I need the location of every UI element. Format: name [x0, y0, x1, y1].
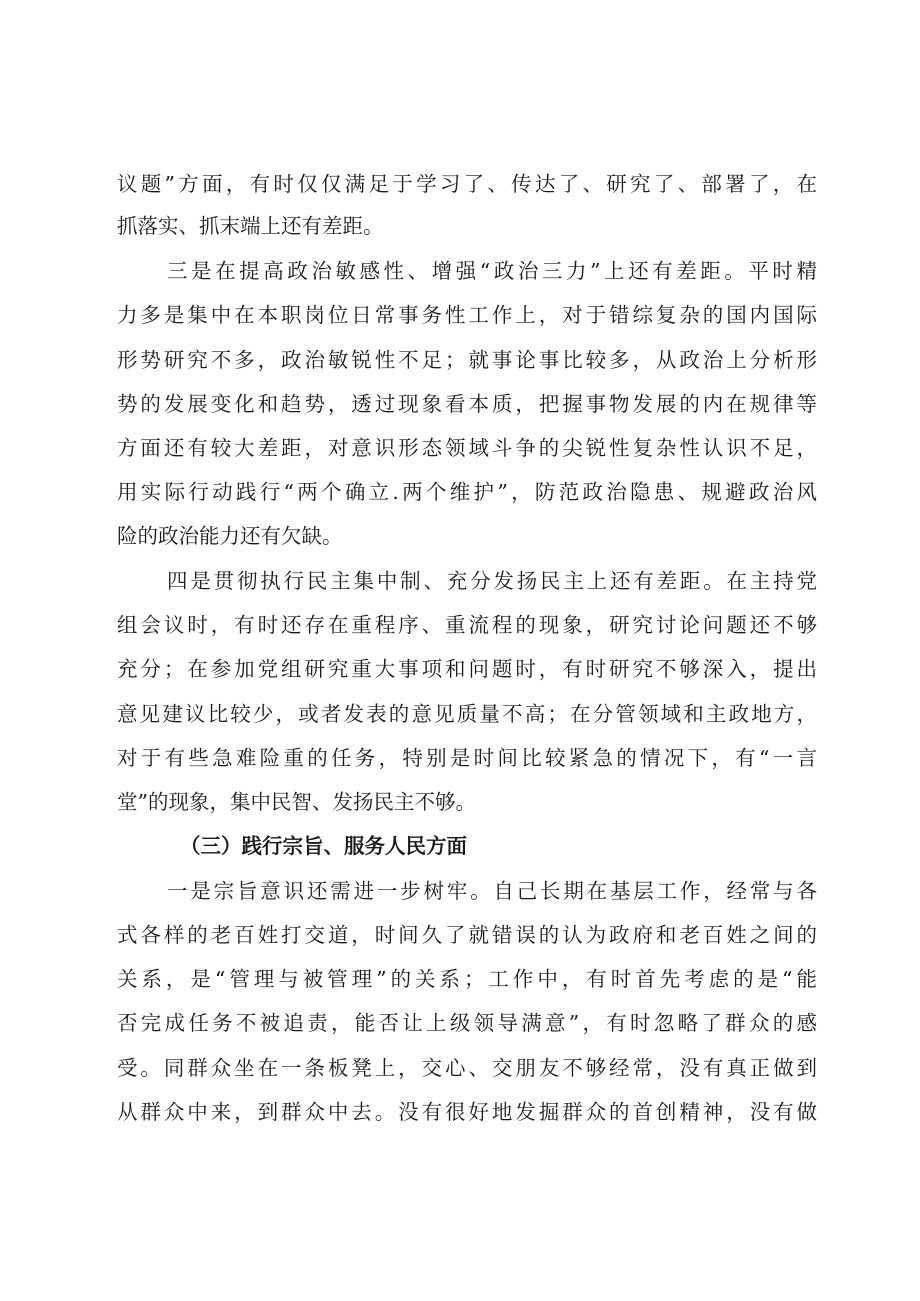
text-line: 堂”的现象，集中民智、发扬民主不够。	[117, 790, 476, 814]
text-line: 用实际行动践行“两个确立.两个维护”，防范政治隐患、规避政治风	[117, 480, 817, 504]
text-line: 议题”方面，有时仅仅满足于学习了、传达了、研究了、部署了，在	[117, 172, 817, 196]
text-line: 险的政治能力还有欠缺。	[117, 524, 343, 548]
section-heading: （三）践行宗旨、服务人民方面	[180, 834, 467, 858]
text-line: 抓落实、抓末端上还有差距。	[117, 214, 384, 238]
text-line: 形势研究不多，政治敏锐性不足；就事论事比较多，从政治上分析形	[117, 348, 817, 372]
text-line: 关系，是“管理与被管理”的关系；工作中，有时首先考虑的是“能	[117, 967, 817, 991]
text-line: 对于有些急难险重的任务，特别是时间比较紧急的情况下，有“一言	[117, 746, 817, 770]
text-line: 从群众中来，到群众中去。没有很好地发掘群众的首创精神，没有做	[117, 1100, 817, 1124]
text-line: 受。同群众坐在一条板凳上，交心、交朋友不够经常，没有真正做到	[117, 1056, 817, 1080]
text-line: 力多是集中在本职岗位日常事务性工作上，对于错综复杂的国内国际	[117, 303, 817, 327]
paragraph-start-line: 四是贯彻执行民主集中制、充分发扬民主上还有差距。在主持党	[167, 569, 817, 593]
paragraph-start-line: 三是在提高政治敏感性、增强“政治三力”上还有差距。平时精	[167, 259, 817, 283]
text-line: 意见建议比较少，或者发表的意见质量不高；在分管领域和主政地方，	[117, 702, 817, 726]
text-line: 势的发展变化和趋势，透过现象看本质，把握事物发展的内在规律等	[117, 392, 817, 416]
paragraph-start-line: 一是宗旨意识还需进一步树牢。自己长期在基层工作，经常与各	[167, 879, 817, 903]
text-line: 组会议时，有时还存在重程序、重流程的现象，研究讨论问题还不够	[117, 613, 817, 637]
text-line: 充分；在参加党组研究重大事项和问题时，有时研究不够深入，提出	[117, 657, 817, 681]
text-line: 否完成任务不被追责，能否让上级领导满意”，有时忽略了群众的感	[117, 1011, 817, 1035]
text-line: 式各样的老百姓打交道，时间久了就错误的认为政府和老百姓之间的	[117, 923, 817, 947]
text-line: 方面还有较大差距，对意识形态领域斗争的尖锐性复杂性认识不足，	[117, 436, 817, 460]
